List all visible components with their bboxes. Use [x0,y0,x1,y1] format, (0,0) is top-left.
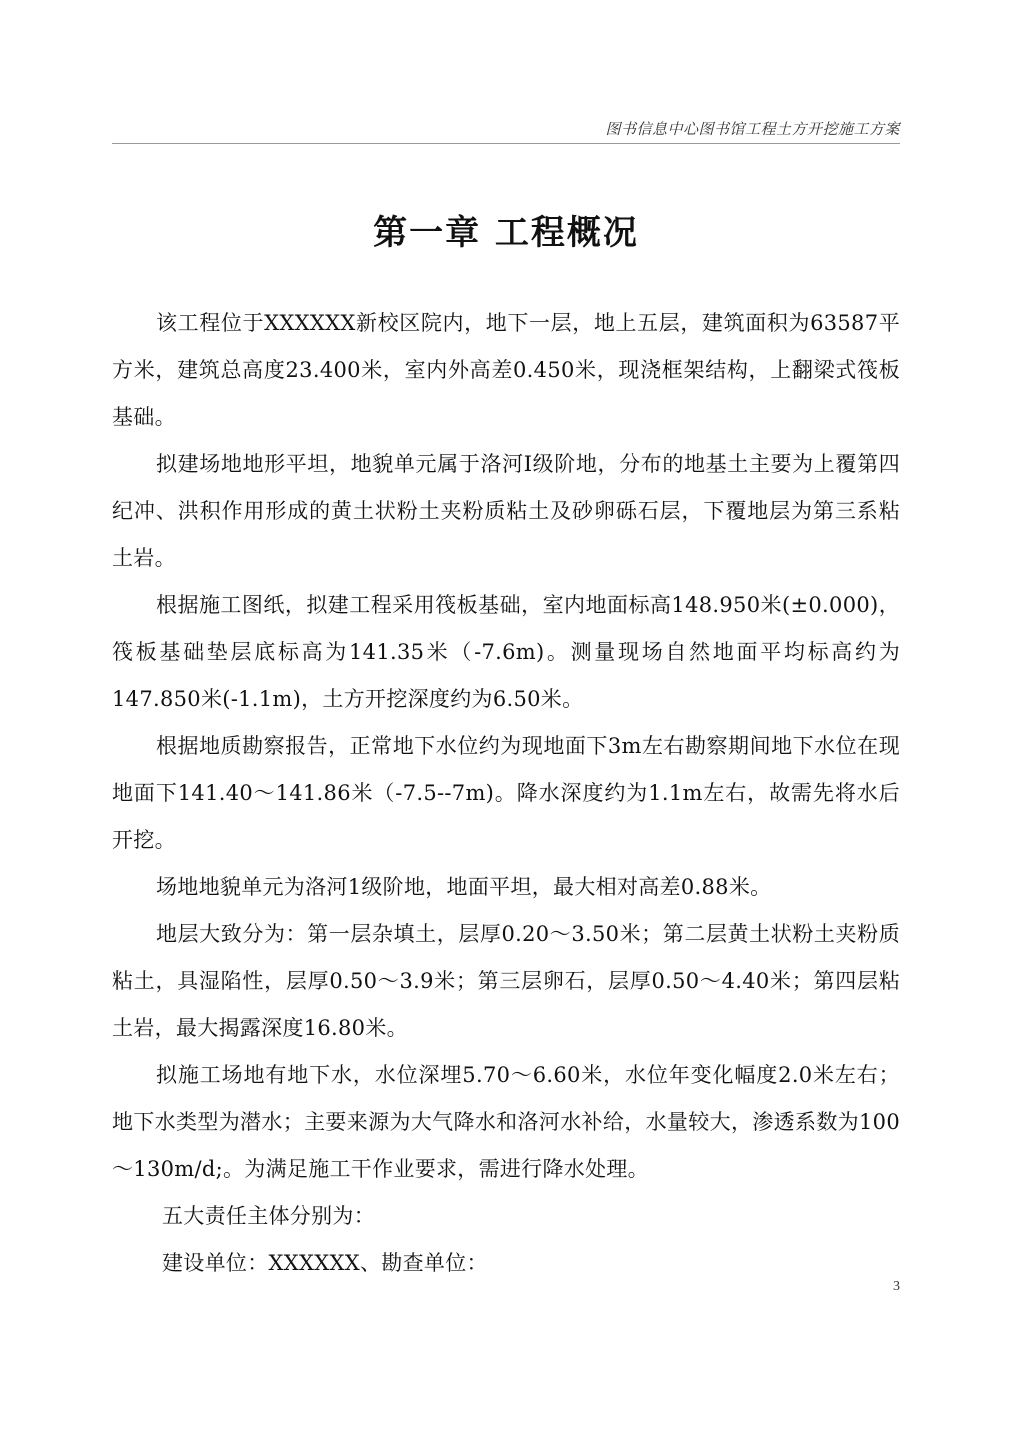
body-text [112,300,900,1287]
page-number: 3 [893,1279,900,1294]
paragraph-responsible-parties: 五大责任主体分别为： [162,1204,375,1228]
paragraph-landform: 场地地貌单元为洛河1级阶地，地面平坦，最大相对高差0.88米。 [156,875,772,899]
paragraph-groundwater: 拟施工场地有地下水，水位深埋5.70～6.60米，水位年变化幅度2.0米左右；地下水类型为潜水；主要来源为大气降水和洛河水补给，水量较大，渗透系数为100～130m/d;。为满足施工干作业要求，需进行降水处理。 [112,1063,900,1181]
paragraph-groundwater-survey: 根据地质勘察报告，正常地下水位约为现地面下3m左右勘察期间地下水位在现地面下141.40～141.86米（-7.5--7m)。降水深度约为1.1m左右，故需先将水后开挖。 [112,734,900,852]
paragraph-terrain: 拟建场地地形平坦，地貌单元属于洛河Ⅰ级阶地，分布的地基土主要为上覆第四纪冲、洪积作用形成的黄土状粉土夹粉质粘土及砂卵砾石层，下覆地层为第三系粘土岩。 [112,452,900,570]
paragraph-location: 该工程位于XXXXXX新校区院内，地下一层，地上五层，建筑面积为63587平方米，建筑总高度23.400米，室内外高差0.450米，现浇框架结构，上翻梁式筏板基础。 [112,311,900,429]
running-header: 图书信息中心图书馆工程土方开挖施工方案 [605,122,900,138]
paragraph-strata: 地层大致分为：第一层杂填土，层厚0.20～3.50米；第二层黄土状粉土夹粉质粘土，具湿陷性，层厚0.50～3.9米；第三层卵石，层厚0.50～4.40米；第四层粘土岩，最大揭露深度16.80米。 [112,922,900,1040]
paragraph-elevation: 根据施工图纸，拟建工程采用筏板基础，室内地面标高148.950米(±0.000)，筏板基础垫层底标高为141.35米（-7.6m)。测量现场自然地面平均标高约为147.850米(-1.1m)，土方开挖深度约为6.50米。 [112,593,900,711]
paragraph-construction-unit: 建设单位：XXXXXX、勘查单位： [162,1251,488,1275]
header-rule [112,143,900,144]
chapter-title: 第一章 工程概况 [373,213,639,253]
